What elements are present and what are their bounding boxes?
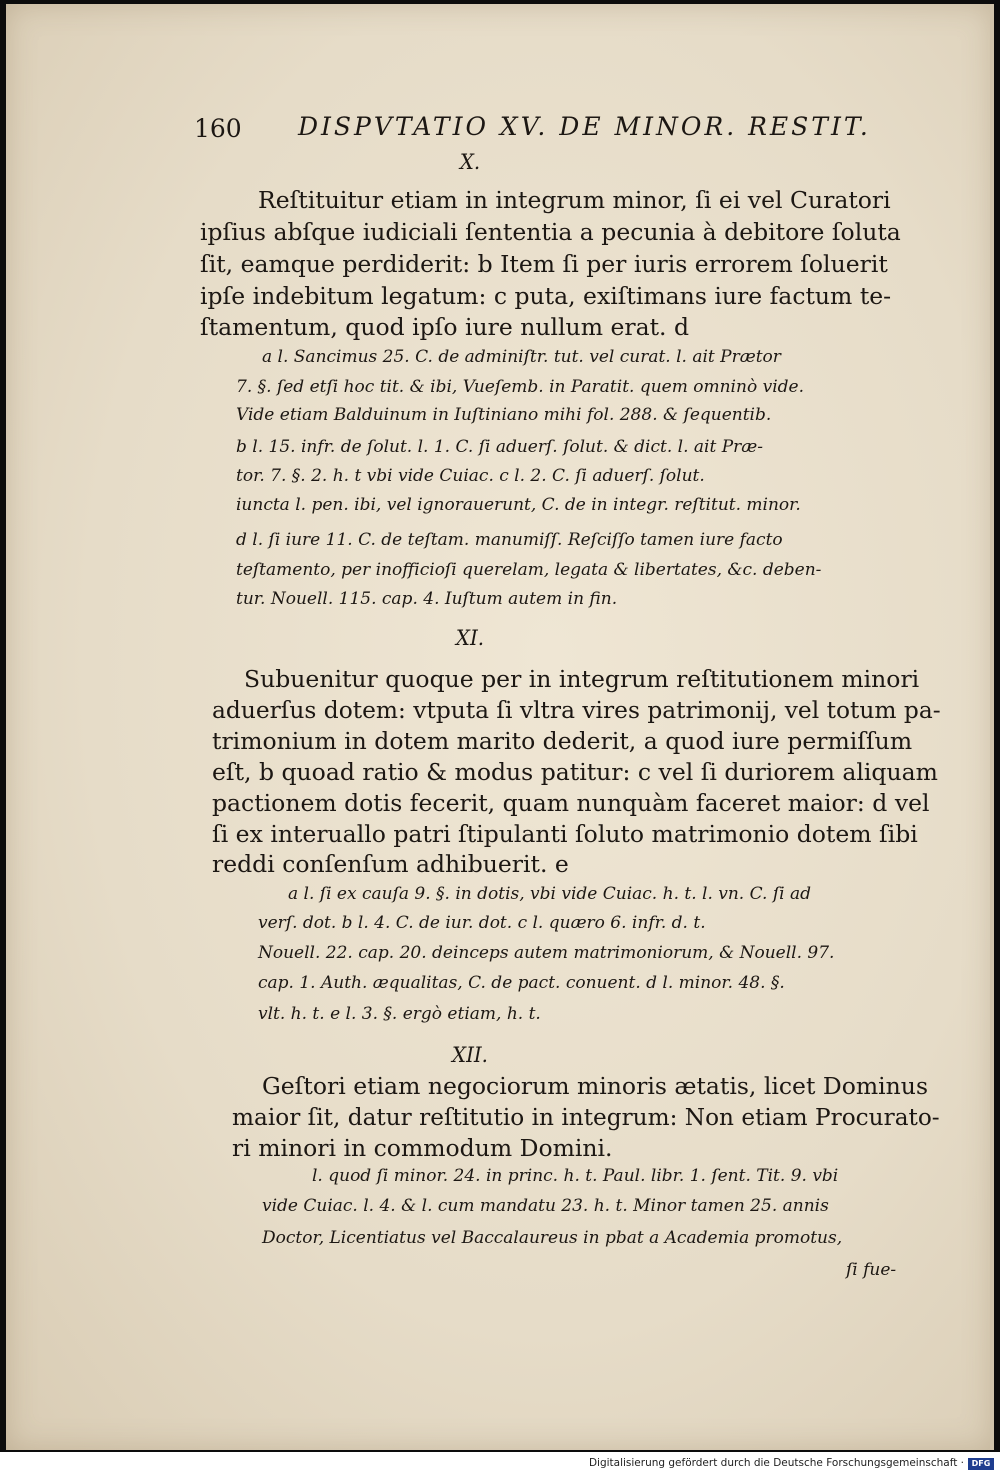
digitization-credit: Digitalisierung gefördert durch die Deutsche Forschungsgemeinschaft ·: [588, 1457, 964, 1469]
section-x-note: Vide etiam Balduinum in Iuſtiniano mihi fol. 288. & ſequentib.: [236, 405, 772, 425]
section-x-line: ipſe indebitum legatum: c puta, exiſtimans iure factum te-: [200, 282, 892, 310]
section-x-note: tor. 7. §. 2. h. t vbi vide Cuiac. c l. 2. C. ſi aduerſ. ſolut.: [236, 466, 705, 486]
section-x-note: teſtamento, per inofficioſi querelam, legata & libertates, &c. deben-: [236, 560, 822, 580]
running-head: DISPVTATIO XV. DE MINOR. RESTIT.: [298, 112, 871, 141]
section-x-note: tur. Nouell. 115. cap. 4. Iuſtum autem in fin.: [236, 589, 618, 609]
section-x-note: b l. 15. infr. de ſolut. l. 1. C. ſi aduerſ. ſolut. & dict. l. ait Præ-: [236, 437, 763, 457]
section-xi-line: ſi ex interuallo patri ſtipulanti ſoluto matrimonio dotem ſibi: [212, 820, 918, 848]
section-x-note: iuncta l. pen. ibi, vel ignorauerunt, C. de in integr. reſtitut. minor.: [236, 495, 801, 515]
section-xi-note: Nouell. 22. cap. 20. deinceps autem matrimoniorum, & Nouell. 97.: [258, 943, 835, 963]
section-number-xii: XII.: [452, 1043, 488, 1067]
section-x-note: 7. §. ſed etſi hoc tit. & ibi, Vueſemb. in Paratit. quem omninò vide.: [236, 377, 804, 397]
section-x-line: Reſtituitur etiam in integrum minor, ſi ei vel Curatori: [258, 186, 891, 214]
section-x-note: a l. Sancimus 25. C. de adminiſtr. tut. vel curat. l. ait Prætor: [262, 347, 781, 367]
section-x-line: ipſius abſque iudiciali ſententia a pecunia à debitore ſoluta: [200, 218, 901, 246]
section-number-xi: XI.: [455, 626, 485, 650]
section-xi-note: verſ. dot. b l. 4. C. de iur. dot. c l. quæro 6. infr. d. t.: [258, 913, 706, 933]
section-xi-line: eſt, b quoad ratio & modus patitur: c vel ſi duriorem aliquam: [212, 758, 938, 786]
section-xi-note: vlt. h. t. e l. 3. §. ergò etiam, h. t.: [258, 1004, 541, 1024]
section-number-x: X.: [459, 150, 481, 174]
section-x-line: ſit, eamque perdiderit: b Item ſi per iuris errorem ſoluerit: [200, 250, 888, 278]
section-xii-line: ri minori in commodum Domini.: [232, 1134, 613, 1162]
page-edge: [990, 4, 994, 1450]
section-xii-line: maior ſit, datur reſtitutio in integrum: Non etiam Procurato-: [232, 1103, 940, 1131]
section-x-line: ſtamentum, quod ipſo iure nullum erat. d: [200, 313, 690, 341]
section-xii-note: vide Cuiac. l. 4. & l. cum mandatu 23. h. t. Minor tamen 25. annis: [262, 1196, 829, 1216]
section-xi-line: reddi conſenſum adhibuerit. e: [212, 850, 569, 878]
section-xi-line: Subuenitur quoque per in integrum reſtitutionem minori: [244, 665, 920, 693]
page-number: 160: [194, 114, 242, 143]
section-xi-line: aduerſus dotem: vtputa ſi vltra vires patrimonij, vel totum pa-: [212, 696, 941, 724]
dfg-logo: DFG: [968, 1458, 994, 1470]
section-xii-note: Doctor, Licentiatus vel Baccalaureus in pbat a Academia promotus,: [262, 1228, 843, 1248]
section-x-note: d l. ſi iure 11. C. de teſtam. manumiſſ. Reſciſſo tamen iure facto: [236, 530, 783, 550]
section-xi-line: trimonium in dotem marito dederit, a quod iure permiſſum: [212, 727, 913, 755]
catchword: ſi fue-: [846, 1260, 897, 1280]
section-xii-line: Geſtori etiam negociorum minoris ætatis, licet Dominus: [262, 1072, 928, 1100]
footer-bar: [0, 1454, 1000, 1474]
section-xii-note: l. quod ſi minor. 24. in princ. h. t. Paul. libr. 1. ſent. Tit. 9. vbi: [312, 1166, 839, 1186]
section-xi-line: pactionem dotis fecerit, quam nunquàm faceret maior: d vel: [212, 789, 930, 817]
section-xi-note: cap. 1. Auth. æqualitas, C. de pact. conuent. d l. minor. 48. §.: [258, 973, 785, 993]
section-xi-note: a l. ſi ex cauſa 9. §. in dotis, vbi vide Cuiac. h. t. l. vn. C. ſi ad: [288, 884, 811, 904]
